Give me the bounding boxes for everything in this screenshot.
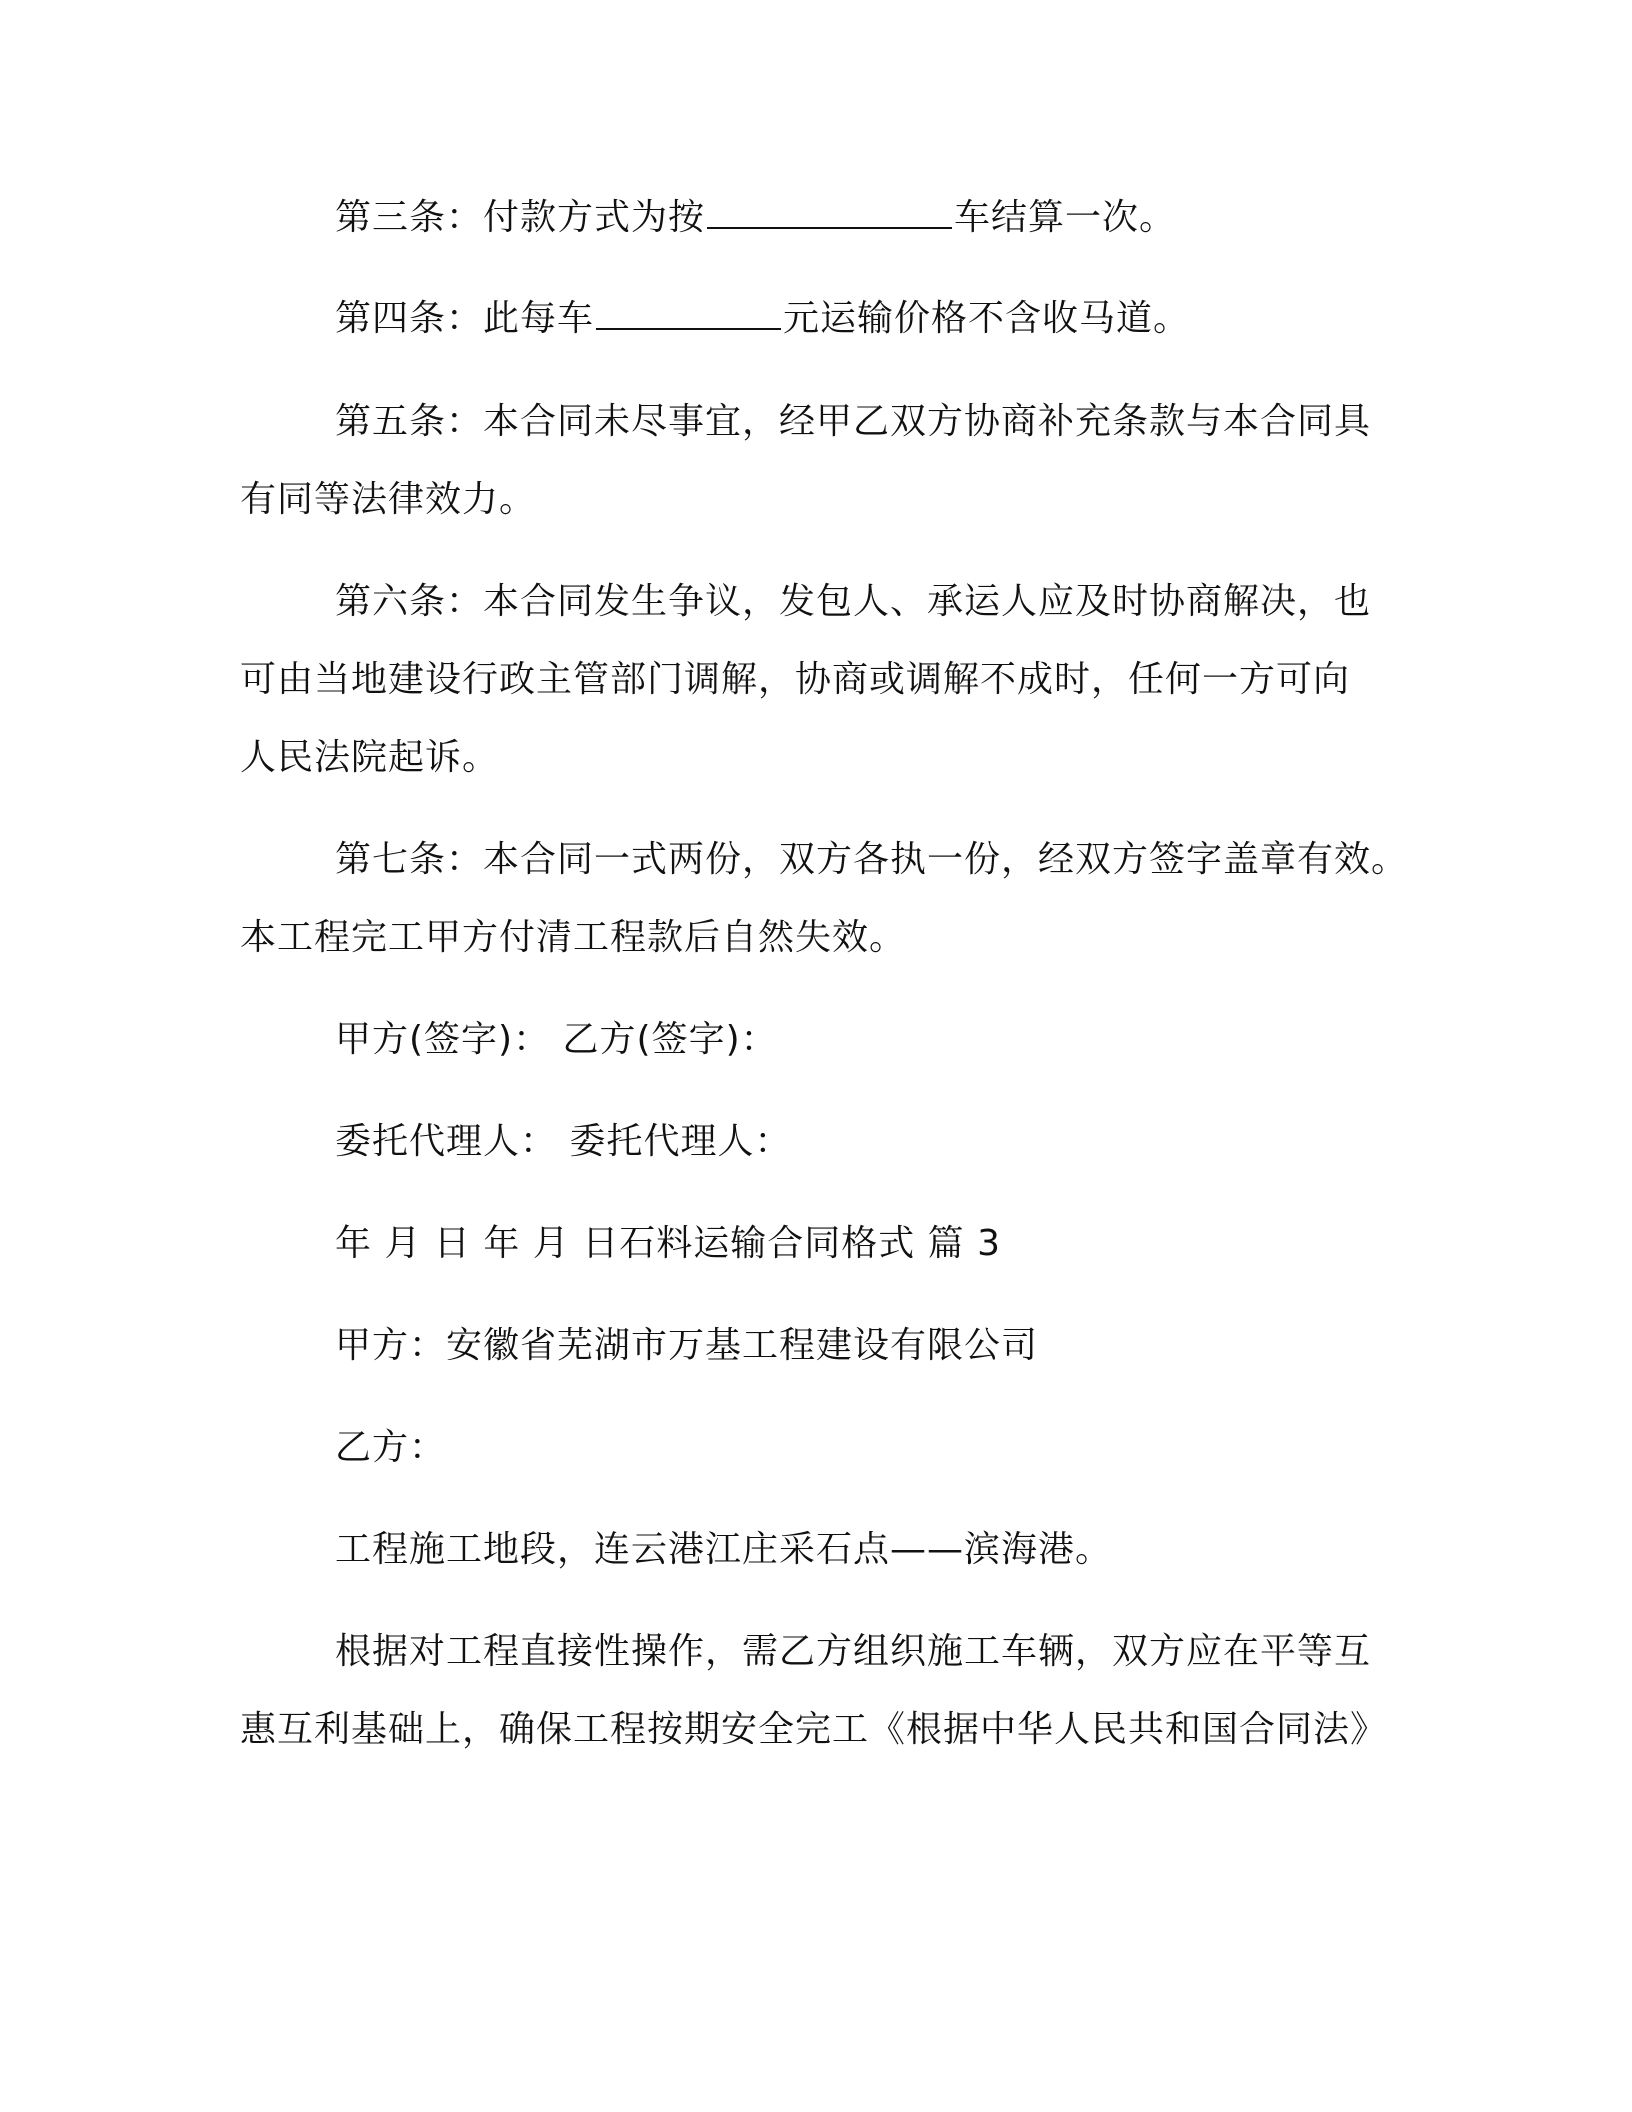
article-6-line-2: 可由当地建设行政主管部门调解，协商或调解不成时，任何一方可向 — [240, 659, 1351, 700]
contract-basis-line-1: 根据对工程直接性操作，需乙方组织施工车辆，双方应在平等互 — [335, 1631, 1372, 1672]
contract-basis-line-2: 惠互利基础上，确保工程按期安全完工《根据中华人民共和国合同法》 — [240, 1709, 1388, 1750]
date-and-section-title: 年 月 日 年 月 日石料运输合同格式 篇 3 — [335, 1223, 1002, 1264]
party-b-line: 乙方： — [335, 1427, 447, 1468]
article-4 — [335, 297, 1525, 341]
article-4-text-after: 元运输价格不含收马道。 — [783, 298, 1191, 339]
article-3-text-before: 第三条：付款方式为按 — [335, 197, 706, 238]
article-5-line-2: 有同等法律效力。 — [240, 479, 537, 520]
article-7-line-2: 本工程完工甲方付清工程款后自然失效。 — [240, 917, 907, 958]
article-7-line-1: 第七条：本合同一式两份，双方各执一份，经双方签字盖章有效。 — [335, 839, 1409, 880]
signature-line: 甲方(签字)： 乙方(签字)： — [335, 1019, 778, 1060]
article-3-blank-field[interactable] — [707, 197, 952, 229]
article-6-line-3: 人民法院起诉。 — [240, 737, 500, 778]
construction-site-line: 工程施工地段，连云港江庄采石点——滨海港。 — [335, 1529, 1113, 1570]
article-6-line-1: 第六条：本合同发生争议，发包人、承运人应及时协商解决，也 — [335, 581, 1372, 622]
article-4-blank-field[interactable] — [596, 298, 781, 330]
article-5-line-1: 第五条：本合同未尽事宜，经甲乙双方协商补充条款与本合同具 — [335, 401, 1372, 442]
agent-line: 委托代理人： 委托代理人： — [335, 1121, 792, 1162]
party-a-line: 甲方：安徽省芜湖市万基工程建设有限公司 — [335, 1325, 1039, 1366]
article-3-text-after: 车结算一次。 — [954, 197, 1177, 238]
article-4-text-before: 第四条：此每车 — [335, 298, 595, 339]
article-3 — [335, 196, 1525, 240]
